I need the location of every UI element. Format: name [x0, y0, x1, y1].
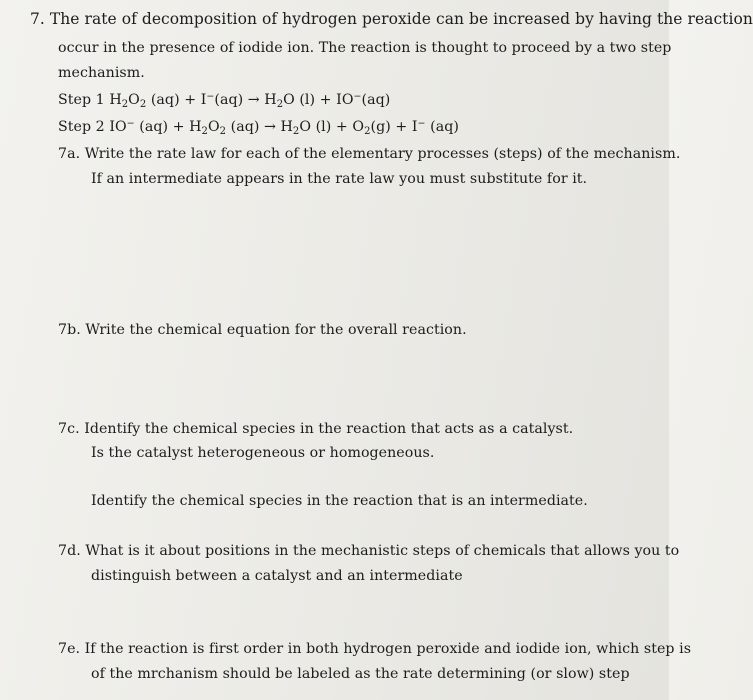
- part-7a-line-2: If an intermediate appears in the rate law you must substitute for it.: [91, 171, 588, 187]
- part-7d-line-2: distinguish between a catalyst and an intermediate: [91, 568, 463, 584]
- step-1-label: Step 1: [58, 92, 105, 108]
- part-7d-line-1: 7d. What is it about positions in the mechanistic steps of chemicals that allows you to: [58, 543, 680, 559]
- part-7a-line-1: 7a. Write the rate law for each of the elementary processes (steps) of the mechanism.: [58, 146, 681, 162]
- part-7c-line-2: Is the catalyst heterogeneous or homogeneous.: [91, 445, 435, 461]
- step-1-equation: $H_2O_2$ $(aq) + I^-(aq) \to H_2O$ (l) + IO−(aq): [109, 91, 391, 110]
- part-7e-line-1: 7e. If the reaction is first order in both hydrogen peroxide and iodide ion, which step is: [58, 641, 692, 657]
- question-7-intro-line-2: occur in the presence of iodide ion. The reaction is thought to proceed by a two step: [58, 40, 672, 56]
- part-7c-line-1: 7c. Identify the chemical species in the reaction that acts as a catalyst.: [58, 421, 574, 437]
- part-7b: 7b. Write the chemical equation for the overall reaction.: [58, 322, 467, 338]
- step-2-label: Step 2: [58, 119, 105, 135]
- part-7c-intermediate: Identify the chemical species in the reaction that is an intermediate.: [91, 493, 588, 509]
- question-7-intro-line-1: 7. The rate of decomposition of hydrogen peroxide can be increased by having the reaction: [30, 10, 753, 28]
- step-2-equation: IO− $(aq) + H_2O_2$ $(aq) \to H_2O$ $(l) + O_2(g) + I^-$ (aq): [109, 118, 459, 137]
- part-7e-line-2: of the mrchanism should be labeled as the rate determining (or slow) step: [91, 666, 630, 682]
- question-7-intro-line-3: mechanism.: [58, 65, 145, 81]
- mechanism-step-1: [58, 91, 390, 109]
- mechanism-step-2: [58, 118, 459, 136]
